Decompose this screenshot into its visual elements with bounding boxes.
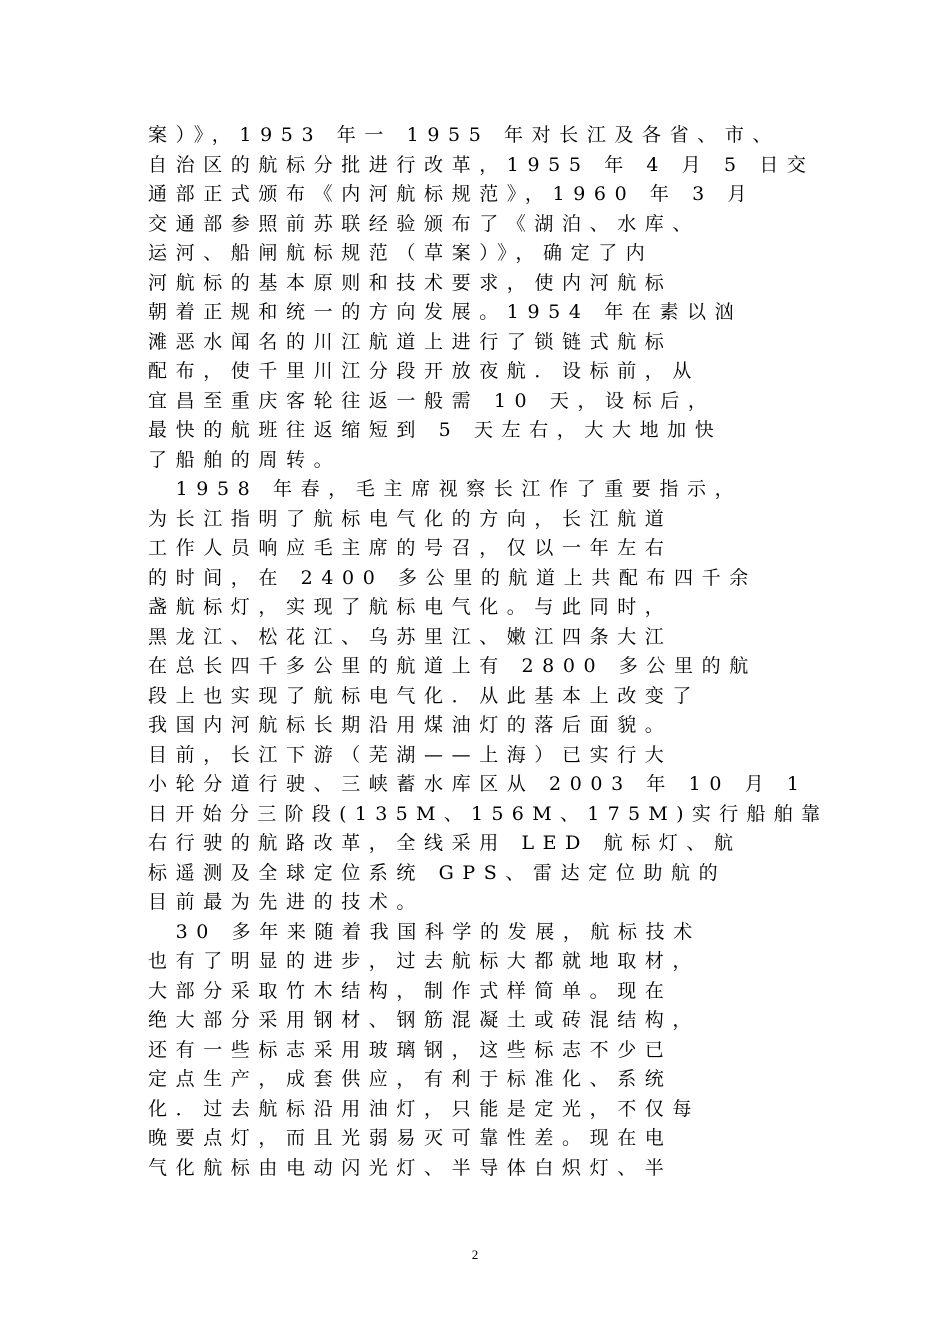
text-line: 标遥测及全球定位系统 GPS、雷达定位助航的: [148, 861, 727, 884]
page-number: 2: [471, 1247, 479, 1262]
text-line: 河航标的基本原则和技术要求，使内河航标: [148, 271, 673, 294]
text-line: 最快的航班往返缩短到 5 天左右，大大地加快: [148, 419, 723, 441]
text-line: 右行驶的航路改革，全线采用 LED 航标灯、航: [148, 832, 742, 854]
text-line: 黑龙江、松花江、乌苏里江、嫩江四条大江: [148, 625, 673, 648]
text-line: 段上也实现了航标电气化．从此基本上改变了: [148, 684, 701, 707]
text-line: 配布，使千里川江分段开放夜航．设标前，从: [148, 360, 701, 382]
text-line: 绝大部分采用钢材、钢筋混凝土或砖混结构，: [148, 1009, 701, 1031]
text-line: 了船舶的周转。: [148, 448, 342, 471]
text-line: 30 多年来随着我国科学的发展，航标技术: [148, 920, 701, 943]
text-line: 晚要点灯，而且光弱易灭可靠性差。现在电: [148, 1127, 673, 1149]
text-line: 盏航标灯，实现了航标电气化。与此同时，: [148, 596, 673, 618]
text-line: 日开始分三阶段(135M、156M、175M)实行船舶靠: [148, 802, 829, 825]
text-line: 在总长四千多公里的航道上有 2800 多公里的航: [148, 655, 757, 677]
text-line: 也有了明显的进步，过去航标大都就地取材，: [148, 950, 701, 972]
text-line: 定点生产，成套供应，有利于标准化、系统: [148, 1068, 673, 1090]
text-line: 小轮分道行驶、三峡蓄水库区从 2003 年 10 月 1: [148, 773, 808, 795]
text-line: 滩恶水闻名的川江航道上进行了锁链式航标: [148, 330, 673, 353]
text-line: 交通部参照前苏联经验颁布了《湖泊、水库、: [148, 212, 701, 235]
text-line: 化．过去航标沿用油灯，只能是定光，不仅每: [148, 1097, 701, 1120]
text-line: 气化航标由电动闪光灯、半导体白炽灯、半: [148, 1156, 673, 1179]
text-line: 通部正式颁布《内河航标规范》，1960 年 3 月: [148, 183, 756, 205]
text-line: 的时间，在 2400 多公里的航道上共配布四千余: [148, 566, 757, 589]
text-line: 案）》，1953 年一 1955 年对长江及各省、市、: [148, 124, 781, 146]
text-line: 为长江指明了航标电气化的方向，长江航道: [148, 507, 673, 530]
text-line: 工作人员响应毛主席的号召，仅以一年左右: [148, 537, 673, 559]
text-line: 运河、船闸航标规范（草案）》，确定了内: [148, 242, 654, 264]
text-line: 1958 年春，毛主席视察长江作了重要指示，: [148, 478, 743, 500]
text-line: 目前，长江下游（芜湖——上海）已实行大: [148, 743, 673, 766]
text-line: 还有一些标志采用玻璃钢，这些标志不少已: [148, 1038, 673, 1061]
text-line: 朝着正规和统一的方向发展。1954 年在素以汹: [148, 301, 743, 323]
text-line: 宜昌至重庆客轮往返一般需 10 天，设标后，: [148, 389, 716, 412]
text-line: 我国内河航标长期沿用煤油灯的落后面貌。: [148, 714, 673, 736]
text-line: 自治区的航标分批进行改革，1955 年 4 月 5 日交: [148, 153, 815, 176]
text-line: 大部分采取竹木结构，制作式样简单。现在: [148, 979, 673, 1002]
body-text: [148, 121, 828, 1183]
text-line: 目前最为先进的技术。: [148, 891, 425, 913]
